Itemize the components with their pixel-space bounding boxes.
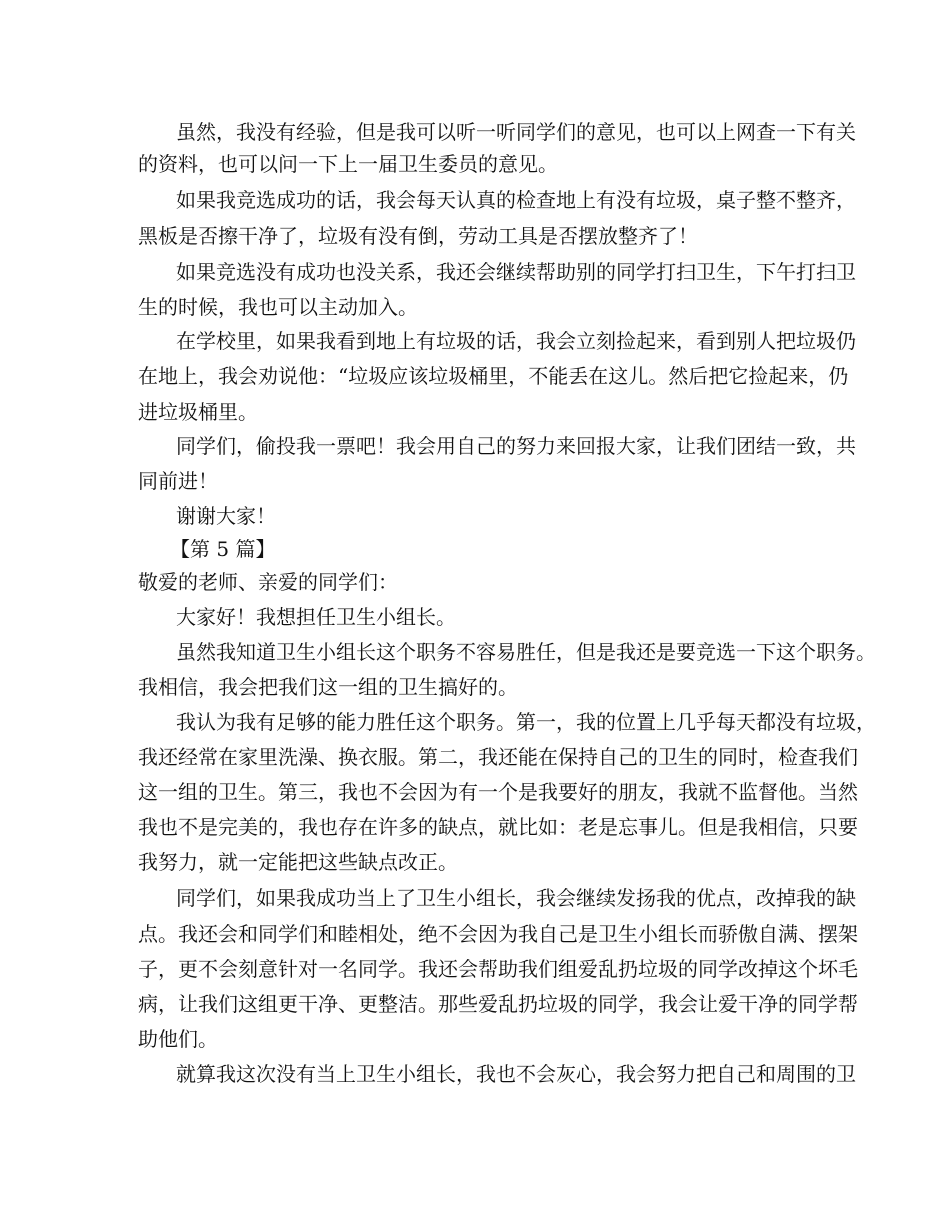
paragraph-line: 如果竞选没有成功也没关系，我还会继续帮助别的同学打扫卫生，下午打扫卫 (176, 260, 856, 284)
closing-line: 谢谢大家！ (176, 504, 276, 528)
section-heading: 【第 5 篇】 (170, 537, 276, 561)
paragraph-line: 点。我还会和同学们和睦相处，绝不会因为我自己是卫生小组长而骄傲自满、摆架 (138, 922, 858, 946)
paragraph-line: 虽然，我没有经验，但是我可以听一听同学们的意见，也可以上网查一下有关 (176, 120, 856, 144)
paragraph-line: 黑板是否擦干净了，垃圾有没有倒，劳动工具是否摆放整齐了！ (138, 224, 698, 248)
paragraph-line: 我认为我有足够的能力胜任这个职务。第一，我的位置上几乎每天都没有垃圾， (176, 710, 876, 734)
paragraph-line: 同学们，偷投我一票吧！我会用自己的努力来回报大家，让我们团结一致，共 (176, 434, 856, 458)
paragraph-line: 我努力，就一定能把这些缺点改正。 (138, 850, 458, 874)
paragraph-line: 在地上，我会劝说他：“垃圾应该垃圾桶里，不能丢在这儿。然后把它捡起来，仍 (138, 364, 849, 388)
paragraph-line: 我相信，我会把我们这一组的卫生搞好的。 (138, 675, 518, 699)
paragraph-line: 生的时候，我也可以主动加入。 (138, 295, 418, 319)
paragraph-line: 同前进！ (138, 469, 218, 493)
salutation-line: 敬爱的老师、亲爱的同学们： (138, 570, 398, 594)
paragraph-line: 同学们，如果我成功当上了卫生小组长，我会继续发扬我的优点，改掉我的缺 (176, 886, 856, 910)
paragraph-line: 我还经常在家里洗澡、换衣服。第二，我还能在保持自己的卫生的同时，检查我们 (138, 745, 858, 769)
paragraph-line: 大家好！我想担任卫生小组长。 (176, 605, 456, 629)
paragraph-line: 的资料，也可以问一下上一届卫生委员的意见。 (138, 152, 558, 176)
paragraph-line: 这一组的卫生。第三，我也不会因为有一个是我要好的朋友，我就不监督他。当然 (138, 780, 858, 804)
paragraph-line: 子，更不会刻意针对一名同学。我还会帮助我们组爱乱扔垃圾的同学改掉这个坏毛 (138, 957, 858, 981)
paragraph-line: 病，让我们这组更干净、更整洁。那些爱乱扔垃圾的同学，我会让爱干净的同学帮 (138, 992, 858, 1016)
paragraph-line: 助他们。 (138, 1027, 218, 1051)
paragraph-line: 虽然我知道卫生小组长这个职务不容易胜任，但是我还是要竞选一下这个职务。 (176, 640, 876, 664)
paragraph-line: 我也不是完美的，我也存在许多的缺点，就比如：老是忘事儿。但是我相信，只要 (138, 815, 858, 839)
paragraph-line: 进垃圾桶里。 (138, 400, 258, 424)
paragraph-line: 如果我竞选成功的话，我会每天认真的检查地上有没有垃圾，桌子整不整齐， (176, 188, 856, 212)
paragraph-line: 就算我这次没有当上卫生小组长，我也不会灰心，我会努力把自己和周围的卫 (176, 1062, 856, 1086)
paragraph-line: 在学校里，如果我看到地上有垃圾的话，我会立刻捡起来，看到别人把垃圾仍 (176, 329, 856, 353)
